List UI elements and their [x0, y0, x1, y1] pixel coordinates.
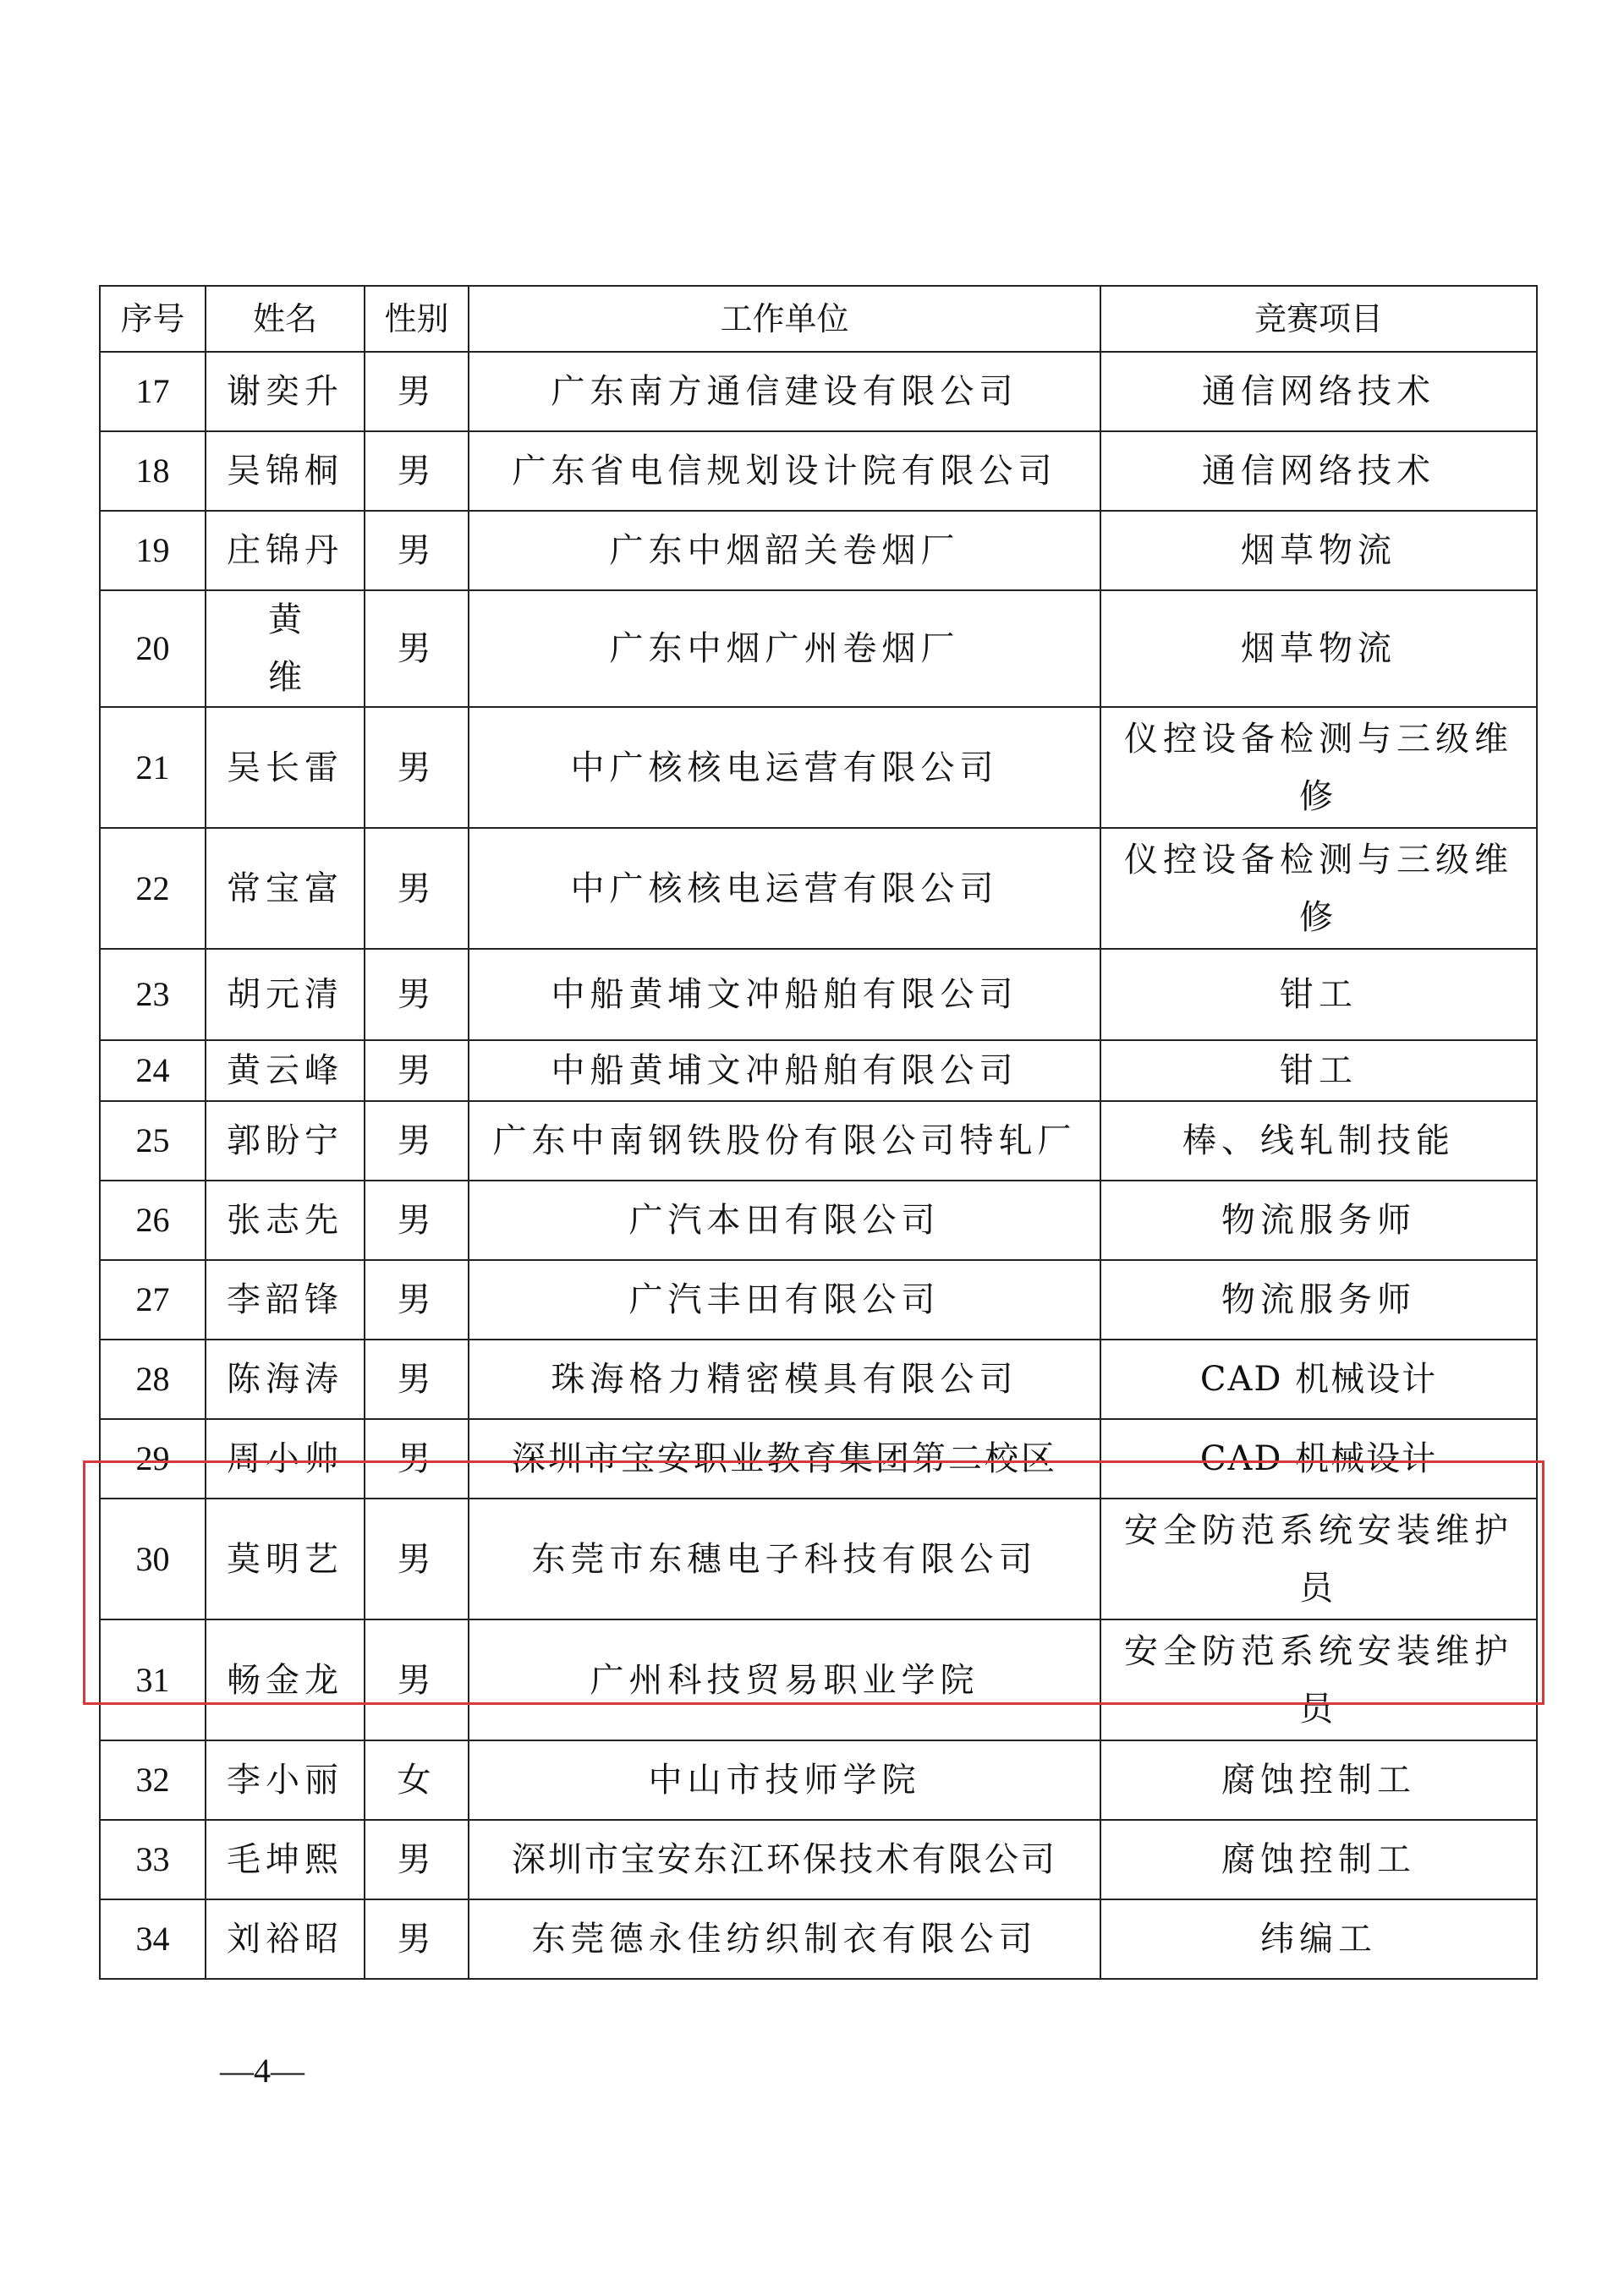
row-name: 刘裕昭 — [206, 1899, 365, 1979]
row-index: 34 — [100, 1899, 206, 1979]
row-name: 黄云峰 — [206, 1040, 365, 1101]
row-name: 庄锦丹 — [206, 511, 365, 590]
row-gender: 男 — [365, 707, 469, 828]
row-gender: 男 — [365, 1181, 469, 1260]
row-index: 31 — [100, 1619, 206, 1740]
row-employer: 广州科技贸易职业学院 — [469, 1619, 1100, 1740]
row-employer: 中船黄埔文冲船舶有限公司 — [469, 1040, 1100, 1101]
row-project: 通信网络技术 — [1100, 431, 1537, 511]
table-row — [100, 1740, 1537, 1820]
header-name: 姓名 — [206, 286, 365, 352]
row-name: 畅金龙 — [206, 1619, 365, 1740]
row-project: 烟草物流 — [1100, 511, 1537, 590]
header-project: 竞赛项目 — [1100, 286, 1537, 352]
row-project: CAD 机械设计 — [1100, 1340, 1537, 1419]
row-index: 20 — [100, 590, 206, 707]
row-project: CAD 机械设计 — [1100, 1419, 1537, 1499]
table-row — [100, 1899, 1537, 1979]
table-row — [100, 1340, 1537, 1419]
row-employer: 中船黄埔文冲船舶有限公司 — [469, 949, 1100, 1040]
row-employer: 深圳市宝安职业教育集团第二校区 — [469, 1419, 1100, 1499]
row-name: 胡元清 — [206, 949, 365, 1040]
row-employer: 广东中烟广州卷烟厂 — [469, 590, 1100, 707]
row-gender: 男 — [365, 1820, 469, 1899]
row-name: 常宝富 — [206, 828, 365, 949]
row-project: 安全防范系统安装维护员 — [1100, 1499, 1537, 1619]
row-index: 27 — [100, 1260, 206, 1340]
row-project: 仪控设备检测与三级维修 — [1100, 707, 1537, 828]
row-index: 33 — [100, 1820, 206, 1899]
table-row — [100, 352, 1537, 431]
row-name: 毛坤熙 — [206, 1820, 365, 1899]
table-row — [100, 1499, 1537, 1619]
row-project: 腐蚀控制工 — [1100, 1740, 1537, 1820]
table-row — [100, 1820, 1537, 1899]
row-name: 吴锦桐 — [206, 431, 365, 511]
table-row — [100, 1181, 1537, 1260]
row-employer: 广汽丰田有限公司 — [469, 1260, 1100, 1340]
row-name: 张志先 — [206, 1181, 365, 1260]
row-gender: 男 — [365, 1260, 469, 1340]
row-employer: 广东省电信规划设计院有限公司 — [469, 431, 1100, 511]
row-gender: 男 — [365, 431, 469, 511]
row-project: 安全防范系统安装维护员 — [1100, 1619, 1537, 1740]
row-index: 21 — [100, 707, 206, 828]
table-row — [100, 1619, 1537, 1740]
table-row — [100, 431, 1537, 511]
row-index: 30 — [100, 1499, 206, 1619]
header-gender: 性别 — [365, 286, 469, 352]
row-gender: 男 — [365, 511, 469, 590]
table-row — [100, 1260, 1537, 1340]
row-index: 18 — [100, 431, 206, 511]
row-gender: 男 — [365, 828, 469, 949]
row-employer: 广汽本田有限公司 — [469, 1181, 1100, 1260]
row-gender: 男 — [365, 1499, 469, 1619]
header-index: 序号 — [100, 286, 206, 352]
row-gender: 男 — [365, 949, 469, 1040]
row-name: 莫明艺 — [206, 1499, 365, 1619]
row-index: 28 — [100, 1340, 206, 1419]
row-employer: 广东中南钢铁股份有限公司特轧厂 — [469, 1101, 1100, 1181]
table-header-row — [100, 286, 1537, 352]
row-gender: 男 — [365, 352, 469, 431]
table-row — [100, 1040, 1537, 1101]
table-row — [100, 1419, 1537, 1499]
row-index: 24 — [100, 1040, 206, 1101]
row-index: 26 — [100, 1181, 206, 1260]
row-name: 吴长雷 — [206, 707, 365, 828]
row-name: 郭盼宁 — [206, 1101, 365, 1181]
row-project: 烟草物流 — [1100, 590, 1537, 707]
table-row — [100, 1101, 1537, 1181]
row-gender: 男 — [365, 1101, 469, 1181]
row-index: 32 — [100, 1740, 206, 1820]
row-employer: 东莞德永佳纺织制衣有限公司 — [469, 1899, 1100, 1979]
row-name: 李韶锋 — [206, 1260, 365, 1340]
row-name: 周小帅 — [206, 1419, 365, 1499]
row-gender: 男 — [365, 1340, 469, 1419]
row-name: 谢奕升 — [206, 352, 365, 431]
row-project: 仪控设备检测与三级维修 — [1100, 828, 1537, 949]
table-row — [100, 590, 1537, 707]
table-row — [100, 707, 1537, 828]
row-project: 通信网络技术 — [1100, 352, 1537, 431]
row-project: 物流服务师 — [1100, 1181, 1537, 1260]
row-employer: 广东南方通信建设有限公司 — [469, 352, 1100, 431]
row-gender: 男 — [365, 1899, 469, 1979]
roster-table — [99, 285, 1538, 1980]
row-employer: 东莞市东穗电子科技有限公司 — [469, 1499, 1100, 1619]
row-index: 23 — [100, 949, 206, 1040]
row-project: 钳工 — [1100, 949, 1537, 1040]
row-name: 李小丽 — [206, 1740, 365, 1820]
header-employer: 工作单位 — [469, 286, 1100, 352]
row-project: 纬编工 — [1100, 1899, 1537, 1979]
row-index: 29 — [100, 1419, 206, 1499]
row-employer: 中广核核电运营有限公司 — [469, 828, 1100, 949]
row-index: 17 — [100, 352, 206, 431]
row-gender: 男 — [365, 1419, 469, 1499]
row-gender: 男 — [365, 590, 469, 707]
table-row — [100, 949, 1537, 1040]
row-employer: 珠海格力精密模具有限公司 — [469, 1340, 1100, 1419]
row-name: 陈海涛 — [206, 1340, 365, 1419]
row-project: 棒、线轧制技能 — [1100, 1101, 1537, 1181]
row-name: 黄维 — [206, 590, 365, 707]
row-employer: 中广核核电运营有限公司 — [469, 707, 1100, 828]
row-project: 钳工 — [1100, 1040, 1537, 1101]
row-index: 19 — [100, 511, 206, 590]
row-project: 腐蚀控制工 — [1100, 1820, 1537, 1899]
row-employer: 中山市技师学院 — [469, 1740, 1100, 1820]
row-employer: 深圳市宝安东江环保技术有限公司 — [469, 1820, 1100, 1899]
page-number: —4— — [220, 2052, 304, 2090]
row-index: 22 — [100, 828, 206, 949]
row-gender: 男 — [365, 1040, 469, 1101]
table-row — [100, 511, 1537, 590]
row-employer: 广东中烟韶关卷烟厂 — [469, 511, 1100, 590]
row-project: 物流服务师 — [1100, 1260, 1537, 1340]
row-gender: 男 — [365, 1619, 469, 1740]
row-gender: 女 — [365, 1740, 469, 1820]
row-index: 25 — [100, 1101, 206, 1181]
table-row — [100, 828, 1537, 949]
